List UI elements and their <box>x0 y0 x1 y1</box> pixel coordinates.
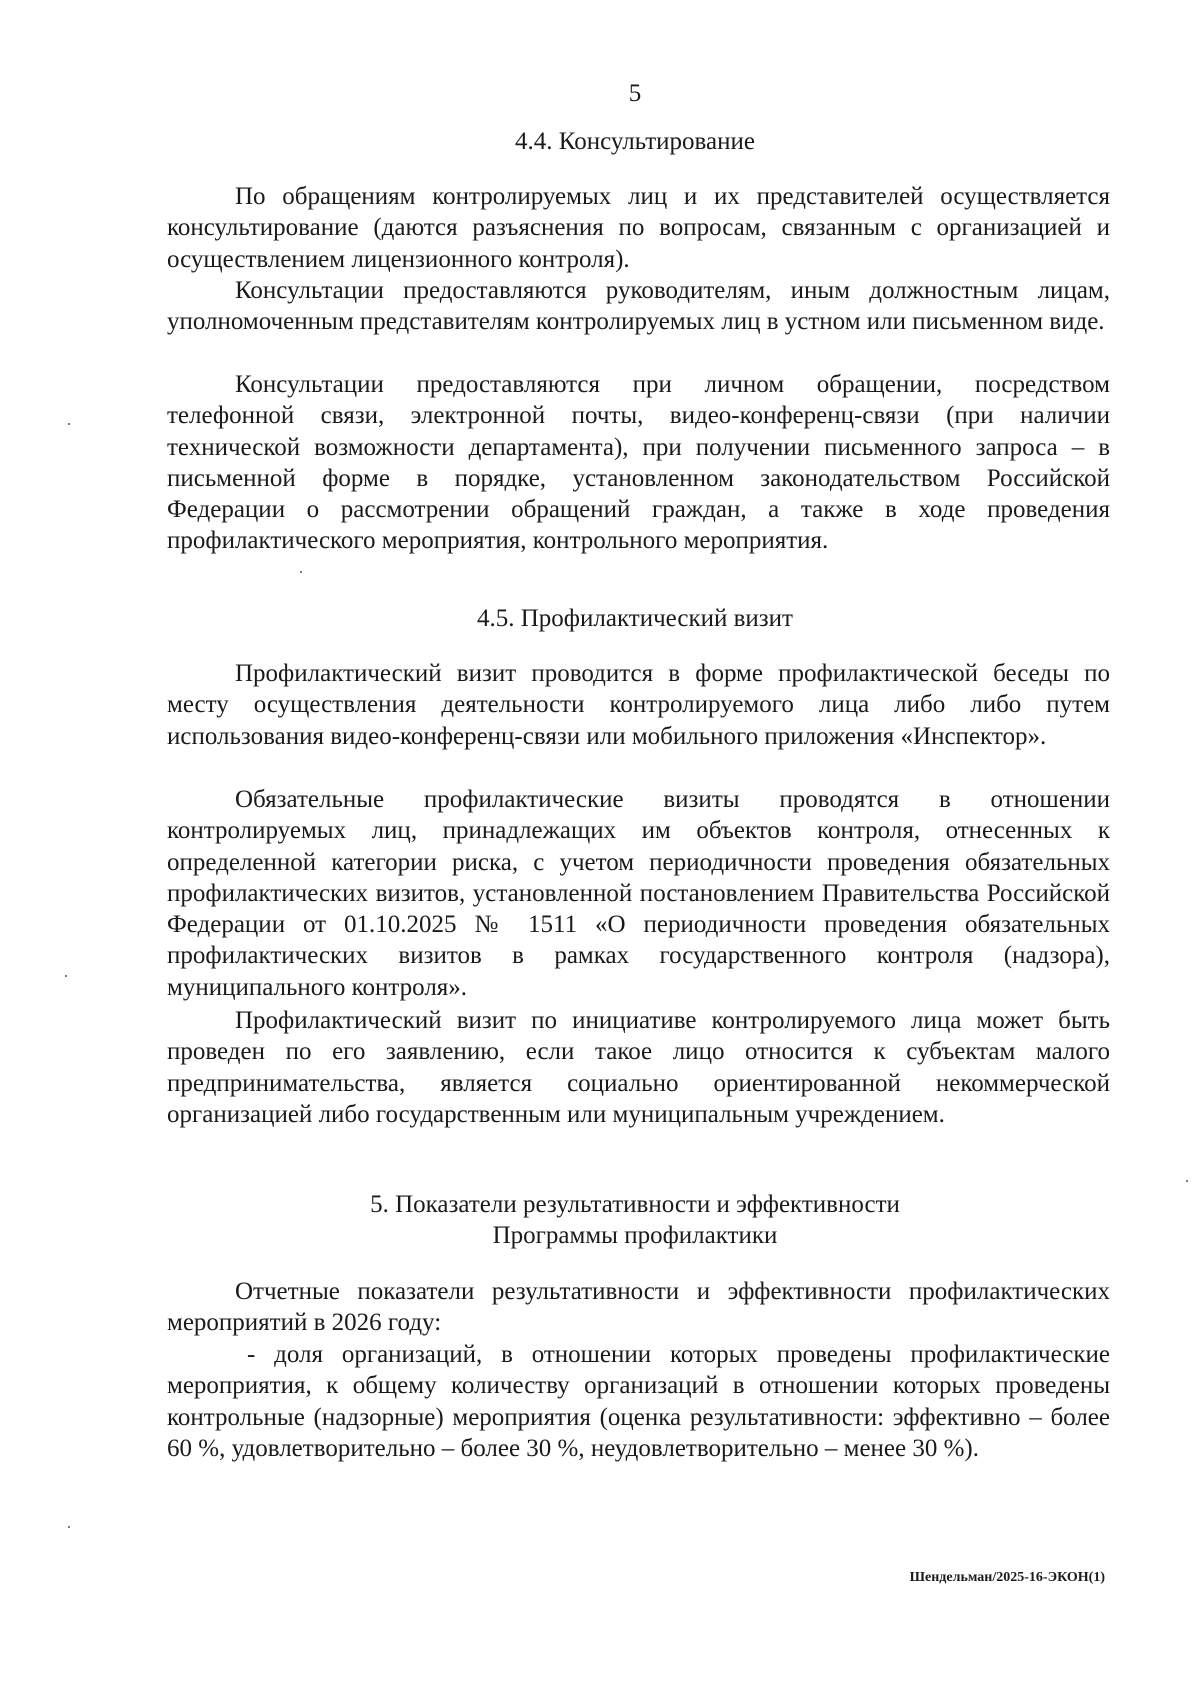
paragraph: Профилактический визит проводится в форме профилактической беседы по месту осуществления деятельности контролируемого лица либо либо путем использования видео-конференц-связи или мобильного приложения «Инспектор». <box>167 660 1110 750</box>
section-5-title-line1: 5. Показатели результативности и эффективности <box>370 1191 900 1218</box>
paragraph: По обращениям контролируемых лиц и их представителей осуществляется консультирование (даются разъяснения по вопросам, связанным с организацией и осуществлением лицензионного контроля). <box>167 183 1110 273</box>
section-4-4-title: 4.4. Консультирование <box>515 128 755 155</box>
scan-speck <box>68 423 70 425</box>
paragraph: Консультации предоставляются руководителям, иным должностным лицам, уполномоченным представителям контролируемых лиц в устном или письменном виде. <box>167 277 1110 336</box>
scan-speck <box>300 571 302 573</box>
bullet-item: - доля организаций, в отношении которых проведены профилактические мероприятия, к общему количеству организаций в отношении которых проведены контрольные (надзорные) мероприятия (оценка результативности: эффективно – более 60 %, удовлетворительно – более 30 %, неудовлетворительно – менее 30 %). <box>167 1341 1110 1462</box>
section-4-5-title: 4.5. Профилактический визит <box>477 605 793 632</box>
document-code: Шендельман/2025-16-ЭКОН(1) <box>909 1570 1105 1585</box>
section-5-title-line2: Программы профилактики <box>492 1222 778 1249</box>
scan-speck <box>1186 1180 1188 1182</box>
paragraph: Обязательные профилактические визиты проводятся в отношении контролируемых лиц, принадлежащих им объектов контроля, отнесенных к определенной категории риска, с учетом периодичности проведения обязательных профилактических визитов, установленной постановлением Правительства Российской Федерации от 01.10.2025 № 1511 «О периодичности проведения обязательных профилактических визитов в рамках государственного контроля (надзора), муниципального контроля». <box>167 786 1110 1001</box>
paragraph: Консультации предоставляются при личном обращении, посредством телефонной связи, электронной почты, видео-конференц-связи (при наличии технической возможности департамента), при получении письменного запроса – в письменной форме в порядке, установленном законодательством Российской Федерации о рассмотрении обращений граждан, а также в ходе проведения профилактического мероприятия, контрольного мероприятия. <box>167 371 1110 555</box>
paragraph: Отчетные показатели результативности и эффективности профилактических мероприятий в 2026 году: <box>167 1278 1110 1337</box>
scan-speck <box>68 1526 70 1528</box>
page-number: 5 <box>628 80 642 107</box>
paragraph: Профилактический визит по инициативе контролируемого лица может быть проведен по его заявлению, если такое лицо относится к субъектам малого предпринимательства, является социально ориентированной некоммерческой организацией либо государственным или муниципальным учреждением. <box>167 1007 1110 1128</box>
scan-speck <box>65 975 67 977</box>
